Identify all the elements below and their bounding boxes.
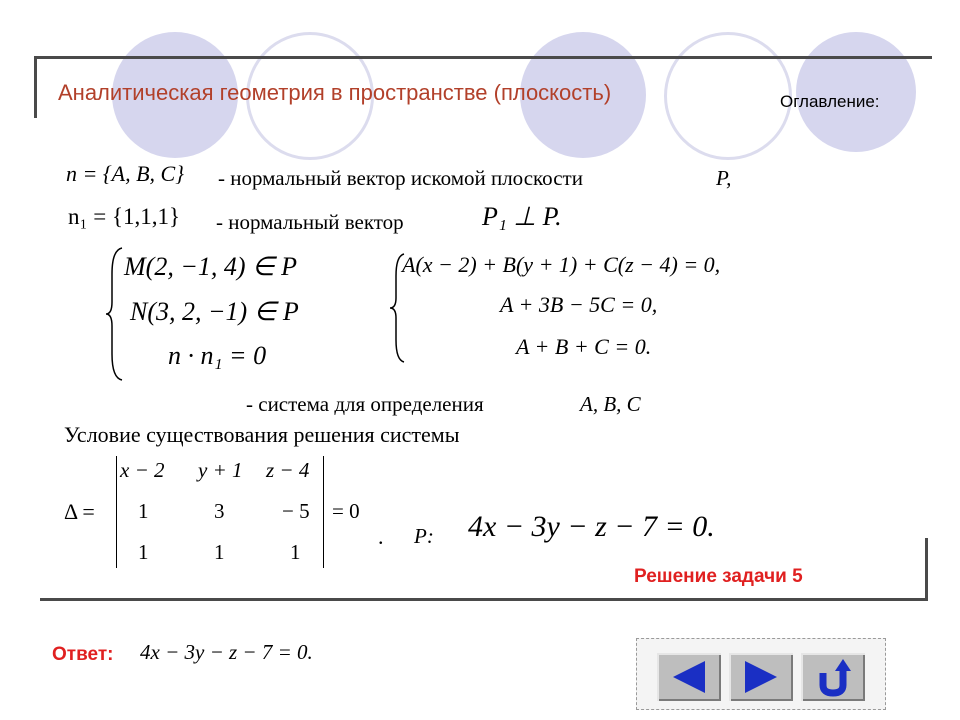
det-cell-3-3: 1 xyxy=(290,540,301,564)
navigation-panel xyxy=(636,638,886,710)
answer-value: 4x − 3y − z − 7 = 0. xyxy=(140,640,313,664)
plane-label: P: xyxy=(414,524,434,548)
forward-button[interactable] xyxy=(729,653,793,701)
det-left-bar xyxy=(116,456,117,568)
det-dot: . xyxy=(378,524,384,549)
back-button[interactable] xyxy=(657,653,721,701)
det-cell-1-3: z − 4 xyxy=(266,458,310,482)
n1-plane-relation: P₁ ⊥ P. xyxy=(482,202,562,231)
left-system-brace xyxy=(104,244,126,384)
det-cell-2-3: − 5 xyxy=(282,499,310,523)
det-symbol: Δ = xyxy=(64,499,95,524)
system-left-row-2: N(3, 2, −1) ∈ P xyxy=(130,297,299,326)
det-cell-1-2: y + 1 xyxy=(198,458,243,482)
back-arrow-icon xyxy=(657,653,721,701)
det-cell-3-1: 1 xyxy=(138,540,149,564)
system-left-row-1: M(2, −1, 4) ∈ P xyxy=(124,252,298,281)
return-button[interactable] xyxy=(801,653,865,701)
det-equals-zero: = 0 xyxy=(332,499,360,523)
n1-vector-text: - нормальный вектор xyxy=(216,210,404,234)
det-cell-2-2: 3 xyxy=(214,499,225,523)
det-cell-3-2: 1 xyxy=(214,540,225,564)
system-caption: - система для определения xyxy=(246,392,484,416)
n1-vector-definition: n₁ = {1,1,1} xyxy=(68,204,181,229)
det-right-bar xyxy=(323,456,324,568)
system-left-row-3: n · n₁ = 0 xyxy=(168,341,267,370)
page-title: Аналитическая геометрия в пространстве (плоскость) xyxy=(58,80,612,105)
frame-bottom-line xyxy=(40,598,928,601)
toc-link[interactable]: Оглавление: xyxy=(780,92,880,111)
det-cell-2-1: 1 xyxy=(138,499,149,523)
forward-arrow-icon xyxy=(729,653,793,701)
frame-left-line xyxy=(34,56,37,118)
n-vector-definition: n = {A, B, C} xyxy=(66,161,184,186)
plane-equation: 4x − 3y − z − 7 = 0. xyxy=(468,510,715,543)
n-vector-text: - нормальный вектор искомой плоскости xyxy=(218,166,583,190)
decor-ring-2 xyxy=(664,32,792,160)
system-caption-vars: A, B, C xyxy=(580,392,641,416)
system-right-row-1: A(x − 2) + B(y + 1) + C(z − 4) = 0, xyxy=(402,252,721,277)
solution-link[interactable]: Решение задачи 5 xyxy=(634,566,803,587)
return-icon xyxy=(801,653,865,701)
det-cell-1-1: x − 2 xyxy=(120,458,165,482)
frame-right-line xyxy=(925,538,928,600)
system-right-row-2: A + 3B − 5C = 0, xyxy=(500,292,658,317)
frame-top-line xyxy=(34,56,932,59)
system-right-row-3: A + B + C = 0. xyxy=(516,334,652,359)
condition-text: Условие существования решения системы xyxy=(64,422,460,447)
answer-label: Ответ: xyxy=(52,644,114,665)
n-vector-plane: P, xyxy=(716,166,732,190)
